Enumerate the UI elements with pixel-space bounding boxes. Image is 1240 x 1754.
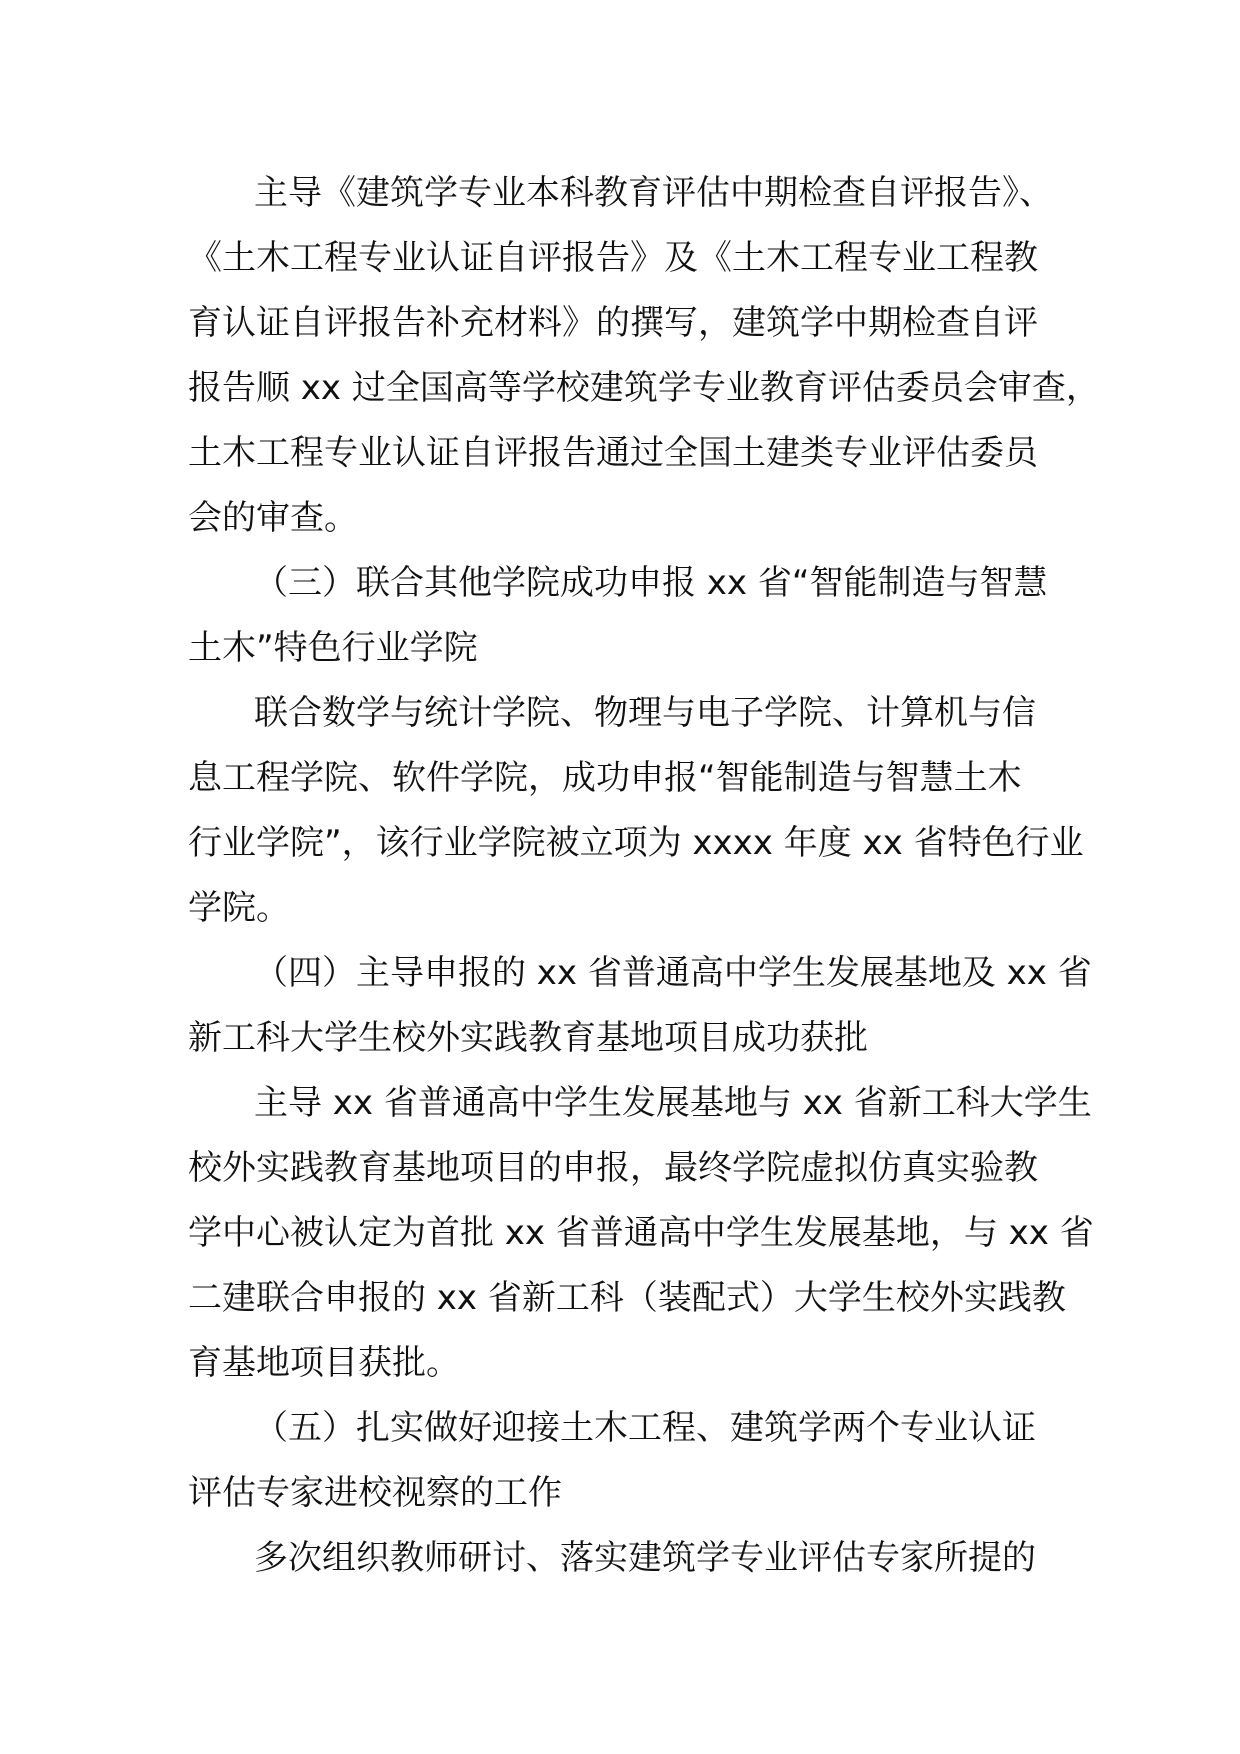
text-line: 会的审查。 xyxy=(188,498,358,538)
heading-line: 土木”特色行业学院 xyxy=(188,628,478,668)
text-line: 《土木工程专业认证自评报告》及《土木工程专业工程教 xyxy=(188,238,1038,278)
text-line: 主导 xx 省普通高中学生发展基地与 xx 省新工科大学生 xyxy=(254,1083,1092,1123)
paragraph-evaluation-reports xyxy=(188,161,1100,551)
text-line: 主导《建筑学专业本科教育评估中期检查自评报告》、 xyxy=(254,173,1053,213)
text-line: 育基地项目获批。 xyxy=(188,1343,460,1383)
text-line: 学院。 xyxy=(188,888,290,928)
heading-line: （五）扎实做好迎接土木工程、建筑学两个专业认证 xyxy=(254,1408,1036,1448)
section-heading-4 xyxy=(188,941,1092,1071)
section-heading-5 xyxy=(188,1396,1068,1526)
text-line: 报告顺 xx 过全国高等学校建筑学专业教育评估委员会审查， xyxy=(188,368,1100,408)
heading-line: （三）联合其他学院成功申报 xx 省“智能制造与智慧 xyxy=(254,563,1048,603)
paragraph-industry-college xyxy=(188,681,1084,941)
heading-line: （四）主导申报的 xx 省普通高中学生发展基地及 xx 省 xyxy=(254,953,1092,993)
text-line: 土木工程专业认证自评报告通过全国土建类专业评估委员 xyxy=(188,433,1038,473)
section-heading-3 xyxy=(188,551,1068,681)
text-line: 息工程学院、软件学院，成功申报“智能制造与智慧土木 xyxy=(188,758,1022,798)
paragraph-practice-bases xyxy=(188,1071,1094,1396)
document-body xyxy=(188,161,1100,1591)
text-line: 多次组织教师研讨、落实建筑学专业评估专家所提的 xyxy=(254,1538,1036,1578)
text-line: 行业学院”，该行业学院被立项为 xxxx 年度 xx 省特色行业 xyxy=(188,823,1084,863)
text-line: 联合数学与统计学院、物理与电子学院、计算机与信 xyxy=(254,693,1036,733)
text-line: 育认证自评报告补充材料》的撰写，建筑学中期检查自评 xyxy=(188,303,1038,343)
text-line: 校外实践教育基地项目的申报，最终学院虚拟仿真实验教 xyxy=(188,1148,1038,1188)
paragraph-expert-visit xyxy=(188,1526,1068,1591)
text-line: 二建联合申报的 xx 省新工科（装配式）大学生校外实践教 xyxy=(188,1278,1066,1318)
heading-line: 新工科大学生校外实践教育基地项目成功获批 xyxy=(188,1018,868,1058)
text-line: 学中心被认定为首批 xx 省普通高中学生发展基地，与 xx 省 xyxy=(188,1213,1094,1253)
heading-line: 评估专家进校视察的工作 xyxy=(188,1473,562,1513)
